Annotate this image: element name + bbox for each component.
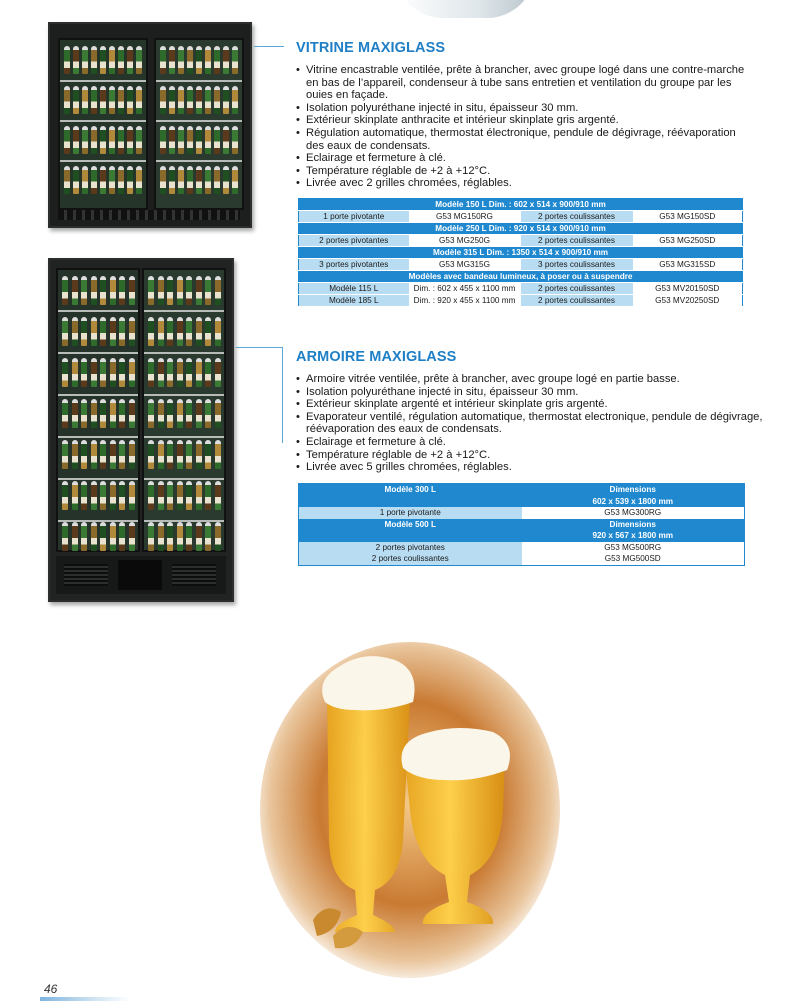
bottle — [196, 399, 202, 428]
armoire-feature: • Evaporateur ventilé, régulation automatique, thermostat electronique, pendule de dégivrage, réévaporation des eaux de condensats. — [296, 411, 766, 436]
bottle — [186, 276, 192, 305]
bottle — [196, 86, 202, 114]
bottle — [81, 358, 87, 387]
bottle — [186, 399, 192, 428]
bottle — [72, 522, 78, 551]
bottle — [178, 166, 184, 194]
bottle — [214, 126, 220, 154]
table-row: Modèle 115 L Dim. : 602 x 455 x 1100 mm 2 portes coulissantes G53 MV20150SD — [299, 283, 743, 295]
bottle — [129, 481, 135, 510]
bottle — [158, 358, 164, 387]
bottle — [64, 46, 70, 74]
bottle — [118, 166, 124, 194]
bottle — [177, 522, 183, 551]
armoire-feature-list — [296, 373, 766, 474]
decorative-swoosh — [395, 0, 535, 18]
bottle — [91, 399, 97, 428]
bottle — [160, 166, 166, 194]
bottle — [129, 522, 135, 551]
bottle — [167, 522, 173, 551]
bottle — [187, 166, 193, 194]
bottle — [186, 481, 192, 510]
armoire-bottles — [50, 260, 232, 600]
bottle — [214, 46, 220, 74]
bottle — [118, 46, 124, 74]
bottle — [232, 166, 238, 194]
armoire-spec-table — [298, 483, 745, 566]
bottle — [91, 317, 97, 346]
vitrine-spec-table — [298, 198, 743, 307]
vitrine-bottles — [50, 24, 250, 226]
table-row: Modèle 150 L Dim. : 602 x 514 x 900/910 mm — [299, 199, 743, 211]
bottle — [158, 276, 164, 305]
bottle — [187, 86, 193, 114]
armoire-fridge-image — [48, 258, 234, 602]
bottle — [91, 358, 97, 387]
bottle — [196, 481, 202, 510]
table-row: Modèle 250 L Dim. : 920 x 514 x 900/910 mm — [299, 223, 743, 235]
bottle — [129, 317, 135, 346]
bottle — [91, 126, 97, 154]
bottle — [223, 46, 229, 74]
bottle — [73, 86, 79, 114]
page-footer-bar — [40, 997, 130, 1001]
bottle — [232, 126, 238, 154]
bottle — [136, 86, 142, 114]
armoire-feature: • Armoire vitrée ventilée, prête à brancher, avec groupe logé en partie basse. — [296, 373, 766, 386]
bottle — [177, 481, 183, 510]
bottle — [196, 317, 202, 346]
bottle — [127, 46, 133, 74]
table-row: 3 portes pivotantes G53 MG315G 3 portes coulissantes G53 MG315SD — [299, 259, 743, 271]
table-row: 920 x 567 x 1800 mm — [299, 530, 745, 542]
bottle — [178, 46, 184, 74]
table-row: Modèles avec bandeau lumineux, à poser ou à suspendre — [299, 271, 743, 283]
bottle — [129, 440, 135, 469]
vitrine-vent-grille — [58, 210, 240, 220]
bottle — [110, 399, 116, 428]
table-row: 602 x 539 x 1800 mm — [299, 496, 745, 508]
bottle — [119, 399, 125, 428]
bottle — [91, 46, 97, 74]
bottle — [64, 126, 70, 154]
bottle — [110, 440, 116, 469]
bottle — [177, 276, 183, 305]
bottle — [215, 481, 221, 510]
bottle — [186, 358, 192, 387]
bottle — [223, 166, 229, 194]
bottle — [205, 440, 211, 469]
bottle — [205, 399, 211, 428]
vitrine-feature: • Extérieur skinplate anthracite et intérieur skinplate gris argenté. — [296, 114, 756, 127]
bottle — [110, 276, 116, 305]
bottle — [167, 317, 173, 346]
bottle — [214, 166, 220, 194]
bottle — [119, 358, 125, 387]
bottle — [167, 358, 173, 387]
bottle — [169, 86, 175, 114]
bottle — [205, 481, 211, 510]
bottle — [160, 46, 166, 74]
bottle — [167, 440, 173, 469]
armoire-feature: • Isolation polyuréthane injecté in situ, épaisseur 30 mm. — [296, 386, 766, 399]
armoire-feature: • Eclairage et fermeture à clé. — [296, 436, 766, 449]
bottle — [110, 522, 116, 551]
vitrine-connector-line — [254, 46, 284, 197]
bottle — [136, 126, 142, 154]
bottle — [127, 86, 133, 114]
bottle — [205, 276, 211, 305]
bottle — [196, 126, 202, 154]
bottle — [148, 440, 154, 469]
bottle — [91, 481, 97, 510]
table-row: Modèle 185 L Dim. : 920 x 455 x 1100 mm 2 portes coulissantes G53 MV20250SD — [299, 295, 743, 307]
bottle — [127, 126, 133, 154]
table-row: 2 portes coulissantes G53 MG500SD — [299, 553, 745, 565]
bottle — [82, 86, 88, 114]
bottle — [72, 399, 78, 428]
bottle — [167, 481, 173, 510]
bottle — [223, 126, 229, 154]
bottle — [177, 440, 183, 469]
bottle — [127, 166, 133, 194]
page-number: 46 — [44, 982, 58, 996]
bottle — [109, 166, 115, 194]
bottle — [187, 126, 193, 154]
bottle — [232, 46, 238, 74]
bottle — [148, 317, 154, 346]
bottle — [215, 399, 221, 428]
bottle — [62, 358, 68, 387]
table-row: Modèle 500 L Dimensions — [299, 519, 745, 531]
bottle — [72, 276, 78, 305]
bottle — [215, 522, 221, 551]
bottle — [100, 86, 106, 114]
bottle — [100, 440, 106, 469]
vitrine-feature-list — [296, 64, 756, 190]
bottle — [82, 46, 88, 74]
bottle — [62, 317, 68, 346]
bottle — [158, 317, 164, 346]
bottle — [205, 522, 211, 551]
bottle — [205, 358, 211, 387]
vitrine-feature: • Livrée avec 2 grilles chromées, réglables. — [296, 177, 756, 190]
bottle — [158, 481, 164, 510]
bottle — [109, 46, 115, 74]
bottle — [118, 126, 124, 154]
bottle — [64, 166, 70, 194]
bottle — [100, 276, 106, 305]
bottle — [167, 399, 173, 428]
bottle — [82, 126, 88, 154]
bottle — [158, 440, 164, 469]
bottle — [129, 399, 135, 428]
bottle — [119, 276, 125, 305]
bottle — [100, 358, 106, 387]
bottle — [72, 440, 78, 469]
bottle — [119, 481, 125, 510]
table-row: 2 portes pivotantes G53 MG250G 2 portes coulissantes G53 MG250SD — [299, 235, 743, 247]
bottle — [109, 126, 115, 154]
table-row: 2 portes pivotantes G53 MG500RG — [299, 542, 745, 554]
bottle — [73, 46, 79, 74]
bottle — [205, 126, 211, 154]
bottle — [158, 522, 164, 551]
bottle — [178, 126, 184, 154]
bottle — [100, 166, 106, 194]
vitrine-feature: • Température réglable de +2 à +12°C. — [296, 165, 756, 178]
bottle — [160, 86, 166, 114]
bottle — [62, 440, 68, 469]
bottle — [158, 399, 164, 428]
bottle — [136, 166, 142, 194]
bottle — [196, 46, 202, 74]
bottle — [100, 317, 106, 346]
vitrine-title: VITRINE MAXIGLASS — [296, 40, 446, 56]
armoire-feature: • Température réglable de +2 à +12°C. — [296, 449, 766, 462]
bottle — [129, 276, 135, 305]
bottle — [215, 276, 221, 305]
bottle — [110, 358, 116, 387]
bottle — [196, 166, 202, 194]
bottle — [100, 522, 106, 551]
bottle — [81, 399, 87, 428]
armoire-connector-line — [236, 347, 283, 443]
bottle — [177, 399, 183, 428]
table-row: 1 porte pivotante G53 MG300RG — [299, 507, 745, 519]
bottle — [72, 481, 78, 510]
bottle — [169, 126, 175, 154]
bottle — [73, 166, 79, 194]
armoire-feature: • Extérieur skinplate argenté et intérieur skinplate gris argenté. — [296, 398, 766, 411]
bottle — [62, 481, 68, 510]
bottle — [82, 166, 88, 194]
bottle — [196, 276, 202, 305]
bottle — [109, 86, 115, 114]
table-row: Modèle 300 L Dimensions — [299, 484, 745, 496]
bottle — [186, 440, 192, 469]
bottle — [62, 399, 68, 428]
bottle — [91, 86, 97, 114]
bottle — [91, 522, 97, 551]
bottle — [129, 358, 135, 387]
bottle — [100, 126, 106, 154]
bottle — [177, 358, 183, 387]
bottle — [72, 358, 78, 387]
bottle — [215, 317, 221, 346]
bottle — [205, 166, 211, 194]
vitrine-feature: • Vitrine encastrable ventilée, prête à brancher, avec groupe logé dans une contre-marche en bas de l’appareil, condenseur à tube sans entretien et ventilation du groupe par les ouies en façade. — [296, 64, 756, 102]
bottle — [100, 481, 106, 510]
bottle — [160, 126, 166, 154]
bottle — [81, 481, 87, 510]
bottle — [167, 276, 173, 305]
bottle — [205, 317, 211, 346]
bottle — [62, 522, 68, 551]
table-row: Modèle 315 L Dim. : 1350 x 514 x 900/910 mm — [299, 247, 743, 259]
bottle — [100, 46, 106, 74]
armoire-feature: • Livrée avec 5 grilles chromées, réglables. — [296, 461, 766, 474]
bottle — [178, 86, 184, 114]
bottle — [119, 522, 125, 551]
bottle — [110, 481, 116, 510]
bottle — [169, 46, 175, 74]
bottle — [186, 522, 192, 551]
bottle — [205, 86, 211, 114]
bottle — [81, 276, 87, 305]
bottle — [118, 86, 124, 114]
bottle — [186, 317, 192, 346]
bottle — [232, 86, 238, 114]
bottle — [169, 166, 175, 194]
vitrine-feature: • Régulation automatique, thermostat électronique, pendule de dégivrage, réévaporation des eaux de condensats. — [296, 127, 756, 152]
bottle — [91, 166, 97, 194]
bottle — [91, 440, 97, 469]
bottle — [196, 440, 202, 469]
bottle — [196, 522, 202, 551]
bottle — [64, 86, 70, 114]
bottle — [110, 317, 116, 346]
bottle — [148, 522, 154, 551]
bottle — [62, 276, 68, 305]
bottle — [73, 126, 79, 154]
bottle — [214, 86, 220, 114]
bottle — [215, 358, 221, 387]
bottle — [148, 276, 154, 305]
bottle — [215, 440, 221, 469]
bottle — [148, 358, 154, 387]
vitrine-feature: • Eclairage et fermeture à clé. — [296, 152, 756, 165]
bottle — [100, 399, 106, 428]
vitrine-feature: • Isolation polyuréthane injecté in situ, épaisseur 30 mm. — [296, 102, 756, 115]
bottle — [196, 358, 202, 387]
bottle — [205, 46, 211, 74]
bottle — [187, 46, 193, 74]
bottle — [119, 317, 125, 346]
armoire-title: ARMOIRE MAXIGLASS — [296, 349, 457, 365]
bottle — [81, 522, 87, 551]
beer-glasses-image — [255, 640, 565, 980]
bottle — [148, 481, 154, 510]
bottle — [72, 317, 78, 346]
bottle — [177, 317, 183, 346]
armoire-compressor-panel — [118, 560, 162, 590]
vitrine-fridge-image — [48, 22, 252, 228]
armoire-vent-right — [172, 564, 216, 586]
table-row: 1 porte pivotante G53 MG150RG 2 portes coulissantes G53 MG150SD — [299, 211, 743, 223]
armoire-vent-left — [64, 564, 108, 586]
armoire-base — [56, 556, 226, 594]
bottle — [148, 399, 154, 428]
bottle — [91, 276, 97, 305]
bottle — [81, 440, 87, 469]
bottle — [136, 46, 142, 74]
bottle — [119, 440, 125, 469]
bottle — [81, 317, 87, 346]
bottle — [223, 86, 229, 114]
